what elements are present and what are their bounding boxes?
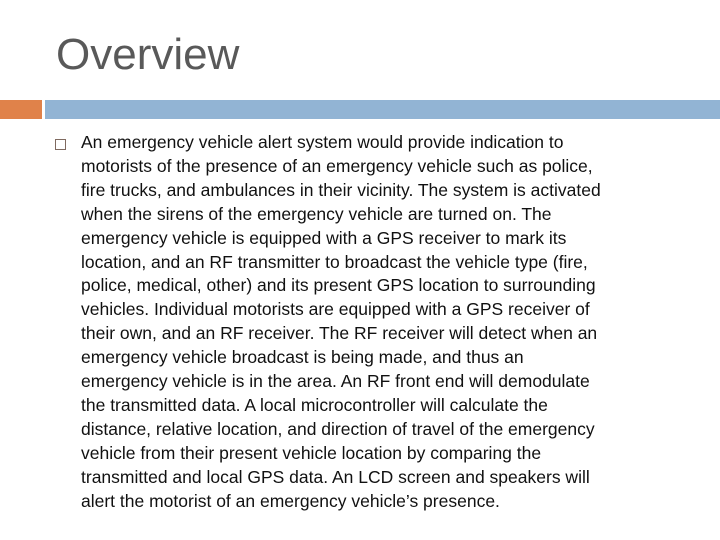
body-line: the transmitted data. A local microcontroller will calculate the xyxy=(81,394,548,415)
body-line: location, and an RF transmitter to broadcast the vehicle type (fire, xyxy=(81,251,588,272)
body-line: transmitted and local GPS data. An LCD screen and speakers will xyxy=(81,466,590,487)
body-line: fire trucks, and ambulances in their vicinity. The system is activated xyxy=(81,179,601,200)
body-line: emergency vehicle broadcast is being made, and thus an xyxy=(81,347,524,368)
square-bullet-icon xyxy=(55,139,66,150)
body-line: their own, and an RF receiver. The RF receiver will detect when an xyxy=(81,323,598,344)
body-line: emergency vehicle is in the area. An RF front end will demodulate xyxy=(81,371,590,392)
body-line: vehicle from their present vehicle location by comparing the xyxy=(81,442,542,463)
accent-bar-orange xyxy=(0,100,42,119)
body-line: alert the motorist of an emergency vehicle’s presence. xyxy=(81,490,500,511)
accent-bar-blue xyxy=(45,100,720,119)
body-line: An emergency vehicle alert system would provide indication to xyxy=(81,132,564,152)
body-line: police, medical, other) and its present GPS location to surrounding xyxy=(81,275,596,296)
body-line: when the sirens of the emergency vehicle are turned on. The xyxy=(81,203,552,224)
body-line: emergency vehicle is equipped with a GPS receiver to mark its xyxy=(81,227,567,248)
body-line: vehicles. Individual motorists are equipped with a GPS receiver of xyxy=(81,299,590,320)
body-line: distance, relative location, and direction of travel of the emergency xyxy=(81,418,595,439)
body-line: motorists of the presence of an emergency vehicle such as police, xyxy=(81,155,593,176)
slide-title: Overview xyxy=(56,30,240,79)
body-paragraph xyxy=(81,131,711,514)
